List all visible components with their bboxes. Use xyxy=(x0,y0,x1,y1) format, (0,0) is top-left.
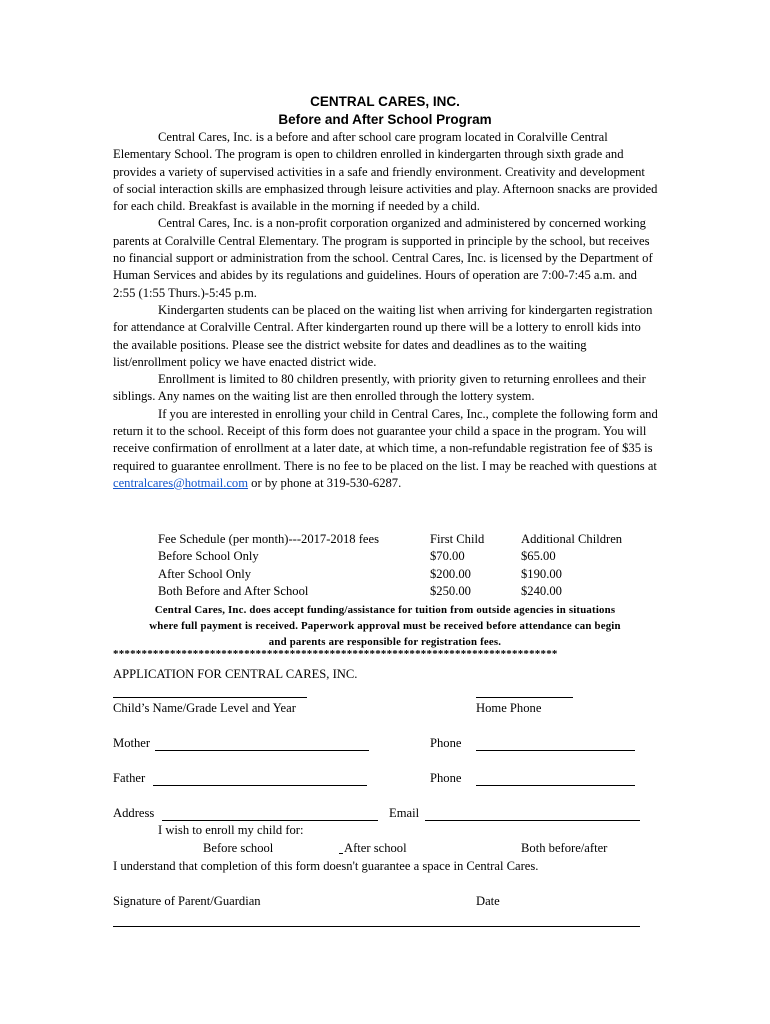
mother-phone-field[interactable] xyxy=(476,750,635,751)
fee-col-first-child: First Child xyxy=(430,532,485,546)
org-title: CENTRAL CARES, INC. xyxy=(310,94,460,109)
application-heading: APPLICATION FOR CENTRAL CARES, INC. xyxy=(113,667,358,681)
child-name-label: Child’s Name/Grade Level and Year xyxy=(113,701,296,715)
fee-row-label: Both Before and After School xyxy=(158,584,309,598)
home-phone-label: Home Phone xyxy=(476,701,542,715)
home-phone-field[interactable] xyxy=(476,697,573,698)
disclaimer-text: I understand that completion of this form doesn't guarantee a space in Central Cares. xyxy=(113,859,539,873)
father-phone-field[interactable] xyxy=(476,785,635,786)
father-phone-label: Phone xyxy=(430,771,462,785)
mother-phone-label: Phone xyxy=(430,736,462,750)
notice-line: and parents are responsible for registration fees. xyxy=(268,636,502,648)
intro-paragraph-1: Central Cares, Inc. is a before and after school care program located in Coralville Central Elementary School. The program is open to children enrolled in kindergarten through sixth grade and provides a variety of supervised activities in a safe and friendly environment. Creativity and development of social interaction skills are emphasized through leisure activities and play. Afternoon snacks are provided for each child. Breakfast is available in the morning if needed by a child. xyxy=(113,130,658,214)
fee-heading: Fee Schedule (per month)---2017-2018 fees xyxy=(158,532,380,546)
fee-row-label: After School Only xyxy=(158,567,252,581)
notice-line: Central Cares, Inc. does accept funding/assistance for tuition from outside agencies in situations xyxy=(154,604,616,616)
address-field[interactable] xyxy=(162,820,378,821)
phone-contact: or by phone at 319-530-6287. xyxy=(248,475,402,490)
father-label: Father xyxy=(113,771,146,785)
fee-first-child-value: $70.00 xyxy=(430,549,465,563)
fee-col-additional-children: Additional Children xyxy=(521,532,623,546)
email-label: Email xyxy=(389,806,420,820)
after-school-checkline[interactable] xyxy=(339,853,343,854)
funding-notice xyxy=(105,602,665,650)
email-field[interactable] xyxy=(425,820,640,821)
option-after-school[interactable]: After school xyxy=(344,841,407,855)
fee-first-child-value: $200.00 xyxy=(430,567,471,581)
enroll-prompt: I wish to enroll my child for: xyxy=(158,823,304,837)
address-label: Address xyxy=(113,806,155,820)
program-description xyxy=(113,129,658,492)
intro-paragraph-5 xyxy=(113,406,658,492)
signature-label: Signature of Parent/Guardian xyxy=(113,894,261,908)
father-field[interactable] xyxy=(153,785,367,786)
program-title: Before and After School Program xyxy=(278,112,492,127)
fee-additional-value: $240.00 xyxy=(521,584,562,598)
enroll-instructions: If you are interested in enrolling your child in Central Cares, Inc., complete the following form and return it to the school. Receipt of this form does not guarantee your child a space in the program. You will receive confirmation of enrollment at a later date, at which time, a non-refundable registration fee of $35 is required to guarantee enrollment. There is no fee to be placed on the list. I may be reached with questions at xyxy=(113,406,658,473)
intro-paragraph-4: Enrollment is limited to 80 children presently, with priority given to returning enrollees and their siblings. Any names on the waiting list are then enrolled through the lottery system. xyxy=(113,372,646,404)
child-name-field[interactable] xyxy=(113,697,307,698)
mother-field[interactable] xyxy=(155,750,369,751)
fee-row-label: Before School Only xyxy=(158,549,259,563)
notice-line: where full payment is received. Paperwork approval must be received before attendance can begin xyxy=(149,620,621,632)
signature-date-field[interactable] xyxy=(113,926,640,927)
option-both[interactable]: Both before/after xyxy=(521,841,608,855)
date-label: Date xyxy=(476,894,500,908)
option-before-school[interactable]: Before school xyxy=(203,841,274,855)
fee-additional-value: $190.00 xyxy=(521,567,562,581)
fee-first-child-value: $250.00 xyxy=(430,584,471,598)
intro-paragraph-2: Central Cares, Inc. is a non-profit corporation organized and administered by concerned working parents at Coralville Central Elementary. The program is supported in principle by the school, but receives no financial support or administration from the school. Central Cares, Inc. is licensed by the Department of Human Services and abides by its regulations and guidelines. Hours of operation are 7:00-7:45 a.m. and 2:55 (1:55 Thurs.)-5:45 p.m. xyxy=(113,216,653,300)
section-separator: ****************************************************************************** xyxy=(113,648,558,660)
email-link[interactable]: centralcares@hotmail.com xyxy=(113,475,249,490)
fee-additional-value: $65.00 xyxy=(521,549,556,563)
intro-paragraph-3: Kindergarten students can be placed on the waiting list when arriving for kindergarten registration for attendance at Coralville Central. After kindergarten round up there will be a lottery to enroll kids into the available positions. Please see the district website for dates and deadlines as to the waiting list/enrollment policy we have enacted district wide. xyxy=(113,302,653,369)
mother-label: Mother xyxy=(113,736,151,750)
